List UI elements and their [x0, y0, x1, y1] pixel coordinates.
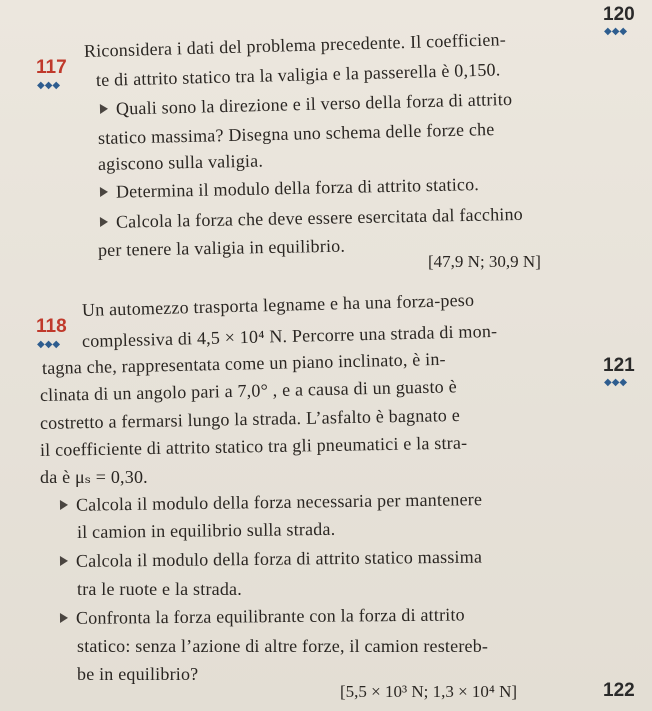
page-number-120: 120: [603, 4, 635, 25]
problem-117-bullet-1: [100, 89, 513, 120]
bullet-arrow-icon: [60, 500, 68, 510]
bullet-arrow-icon: [60, 556, 68, 566]
problem-118-line-8: Calcola il modulo della forza necessaria per mantenere: [75, 489, 483, 515]
problem-118-line-7: da è μₛ = 0,30.: [40, 467, 148, 487]
problem-117-line-6: Determina il modulo della forza di attrito statico.: [115, 174, 480, 202]
problem-118-line-5: costretto a fermarsi lungo la strada. L’asfalto è bagnato e: [39, 404, 461, 433]
page-number-122: 122: [603, 680, 635, 701]
problem-118-line-10: Calcola il modulo della forza di attrito statico massima: [75, 546, 483, 571]
problem-118-number: 118: [36, 316, 67, 337]
problem-117-answer: [47,9 N; 30,9 N]: [428, 252, 541, 271]
problem-117-bullet-3: [100, 204, 523, 233]
problem-118-line-11: tra le ruote e la strada.: [77, 579, 242, 599]
problem-117-line-1: Riconsidera i dati del problema precedente. Il coefficien-: [83, 29, 507, 61]
bullet-arrow-icon: [60, 613, 68, 623]
page-number-121: 121: [603, 355, 635, 376]
problem-118-answer: [5,5 × 10³ N; 1,3 × 10⁴ N]: [340, 682, 518, 701]
problem-118-line-13: statico: senza l’azione di altre forze, il camion restereb-: [77, 636, 489, 656]
problem-117-line-5: agiscono sulla valigia.: [97, 150, 264, 174]
problem-118-bullet-3: [60, 604, 465, 629]
difficulty-dots-icon: ◆◆◆: [37, 339, 61, 350]
problem-117-number: 117: [36, 57, 67, 78]
bullet-arrow-icon: [100, 217, 108, 227]
difficulty-dots-icon: ◆◆◆: [37, 80, 61, 91]
problem-118-line-3: tagna che, rappresentata come un piano inclinato, è in-: [41, 348, 446, 378]
problem-117-line-4: statico massima? Disegna uno schema delle forze che: [97, 119, 495, 148]
problem-117-line-7: Calcola la forza che deve essere esercitata dal facchino: [115, 203, 524, 232]
problem-117-line-3: Quali sono la direzione e il verso della forza di attrito: [115, 88, 513, 119]
problem-118-line-6: il coefficiente di attrito statico tra gli pneumatici e la stra-: [39, 432, 468, 460]
problem-118-bullet-2: [60, 547, 482, 572]
problem-117-line-8: per tenere la valigia in equilibrio.: [97, 235, 346, 260]
problem-117-bullet-2: [100, 174, 479, 203]
difficulty-dots-icon: ◆◆◆: [604, 377, 628, 388]
problem-118-line-12: Confronta la forza equilibrante con la forza di attrito: [75, 604, 465, 628]
problem-117-line-2: te di attrito statico tra la valigia e la passerella è 0,150.: [95, 59, 501, 90]
problem-118-line-14: be in equilibrio?: [77, 664, 199, 684]
problem-118-line-4: clinata di un angolo pari a 7,0° , e a causa di un guasto è: [39, 376, 457, 405]
bullet-arrow-icon: [100, 187, 108, 197]
problem-118-line-9: il camion in equilibrio sulla strada.: [76, 518, 336, 542]
problem-118-bullet-1: [60, 489, 482, 516]
difficulty-dots-icon: ◆◆◆: [604, 26, 628, 37]
bleed-through-text: [576, 430, 652, 610]
problem-118-line-1: Un automezzo trasporta legname e ha una forza-peso: [81, 289, 475, 320]
problem-118-line-2: complessiva di 4,5 × 10⁴ N. Percorre una strada di mon-: [81, 320, 498, 351]
bullet-arrow-icon: [100, 104, 108, 114]
